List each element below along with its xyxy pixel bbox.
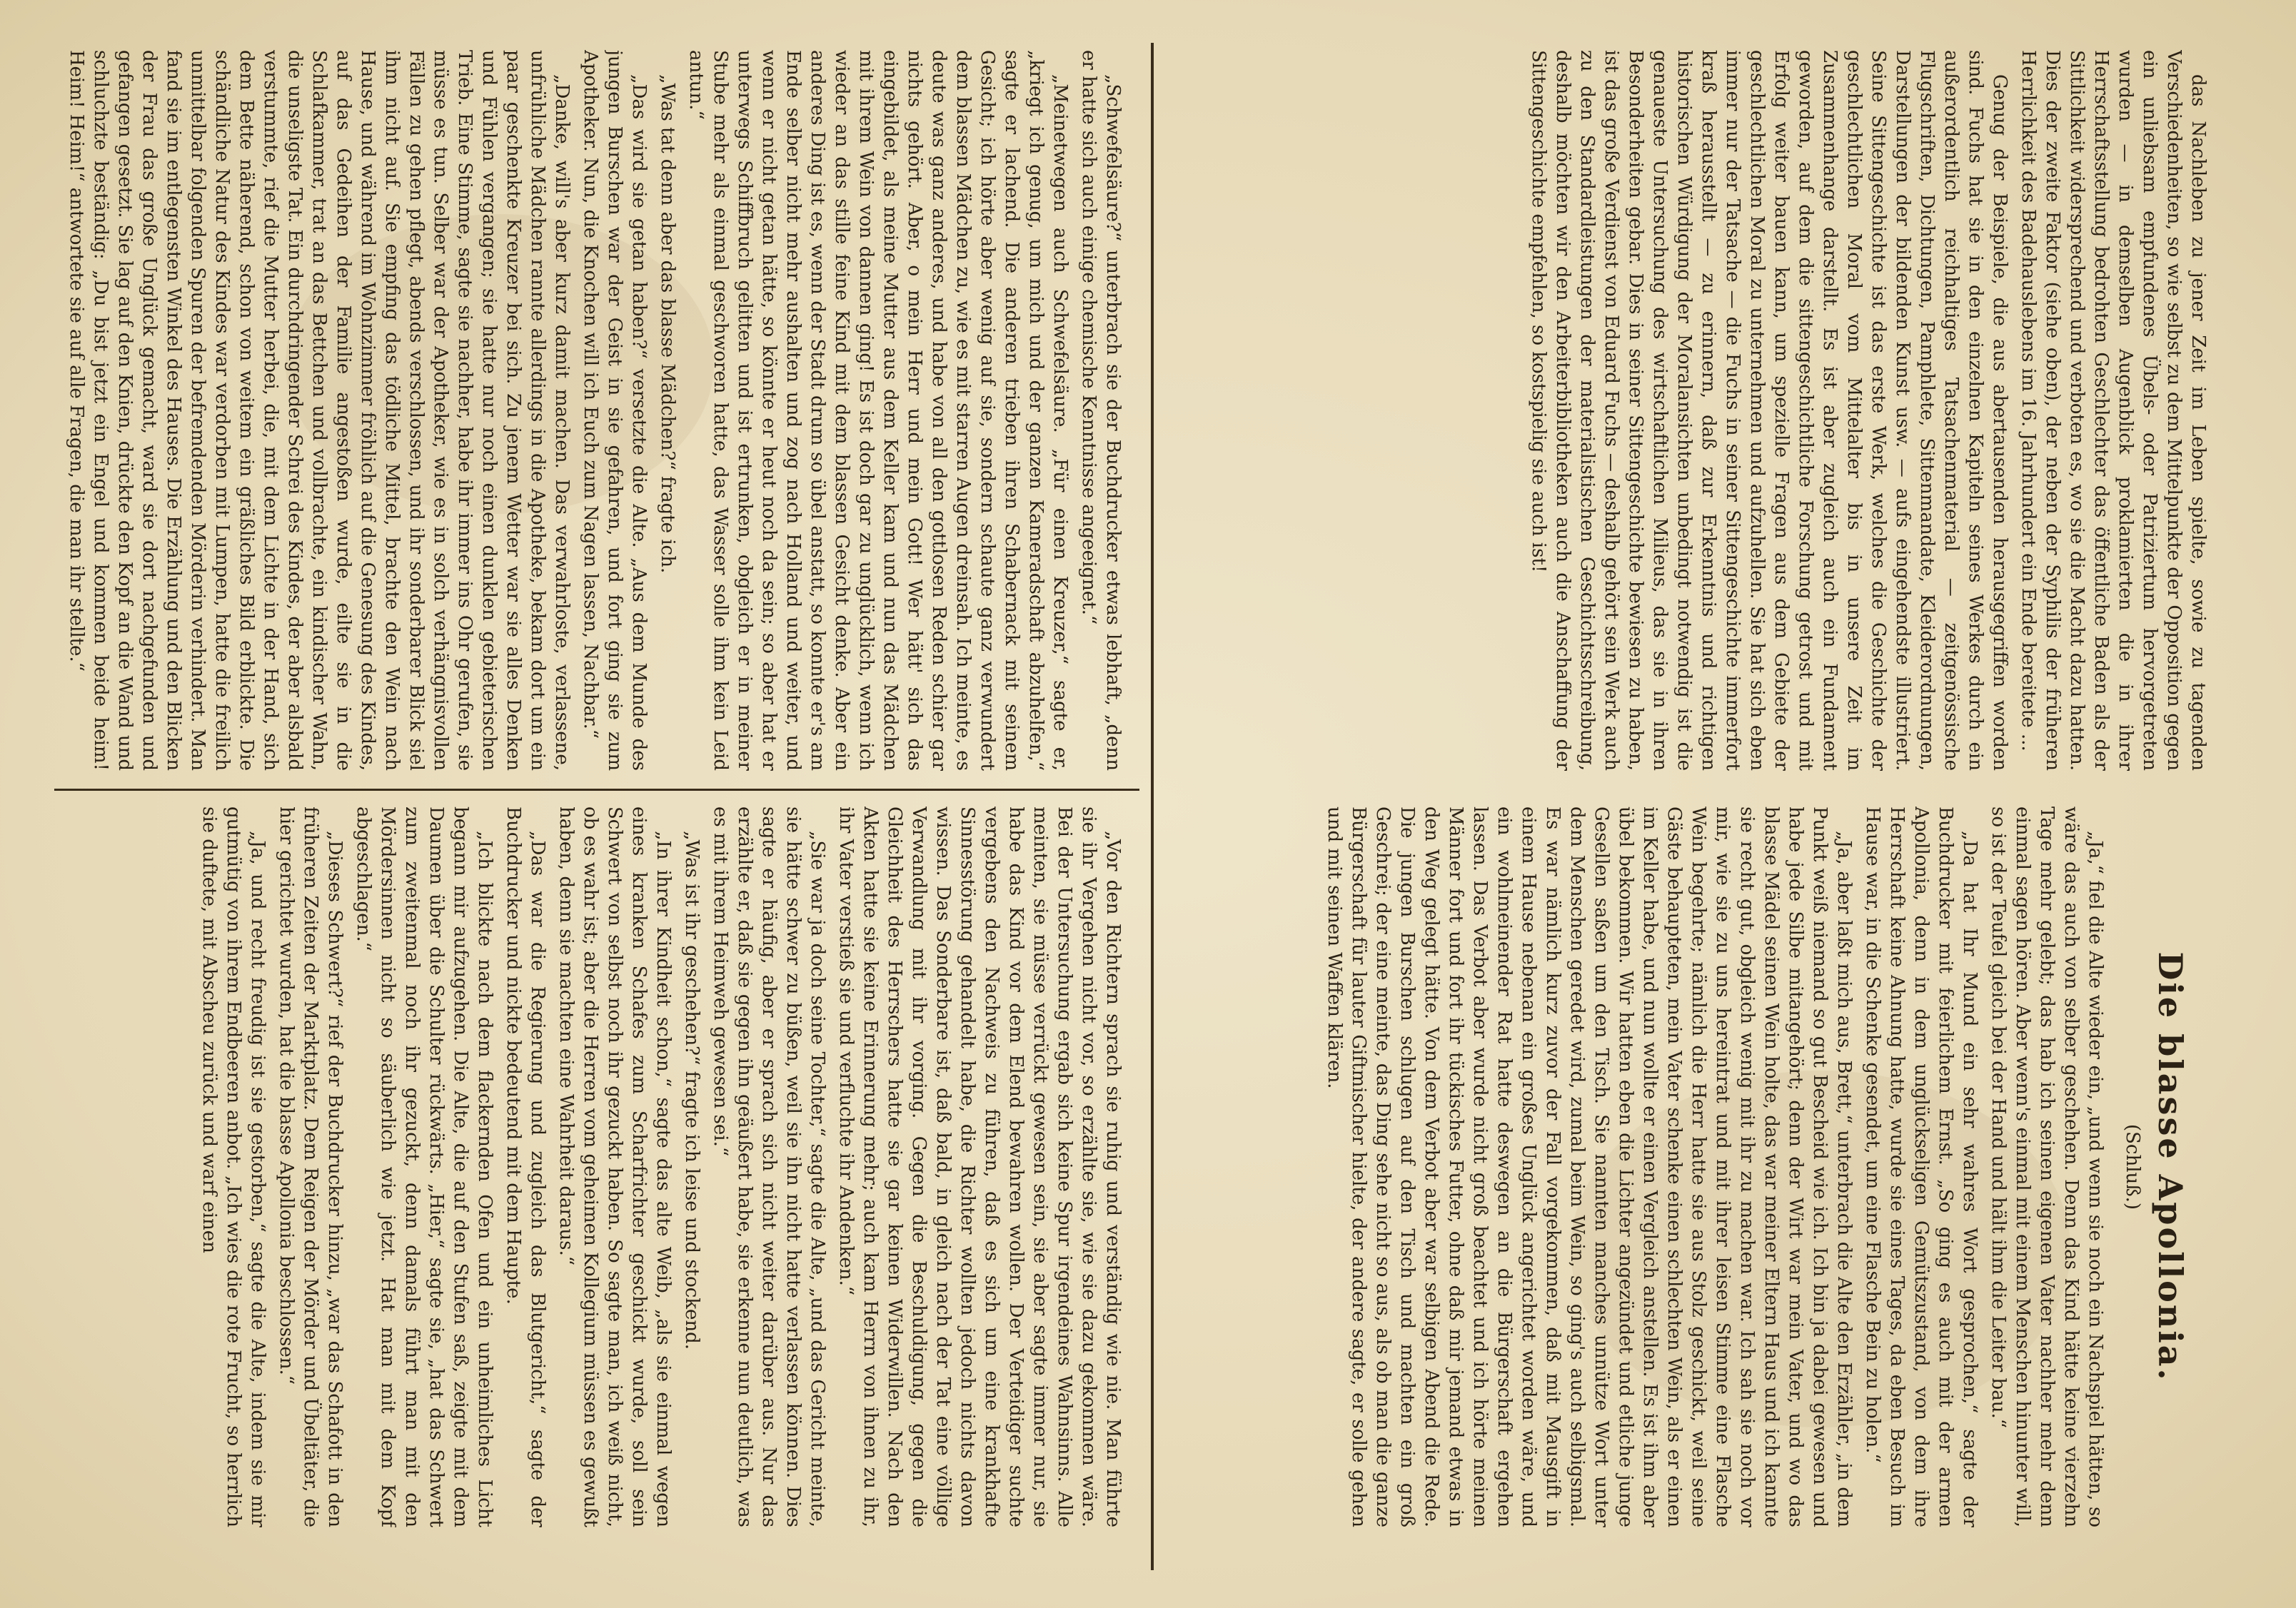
vertical-divider [54,789,1139,791]
story-paragraph: „Das wird sie getan haben?“ versetzte die Alte. „Aus dem Munde des jungen Burschen war der Geist in sie gefahren, und fort ging sie zum Apotheker. Nun, die Knochen will ich Euch zum Nagen lassen, Nachbar.“ [580,50,650,771]
story-paragraph: „Ja,“ fiel die Alte wieder ein, „und wenn sie noch ein Nachspiel hätten, so wäre das auch von selber geschehen. Denn das Kind hätte keine vierzehn Tage mehr gelebt; das hab ich seinen eigenen Vater nachher mehr denn einmal sagen hören. Aber wenn's einmal mit einem Menschen hinunter will, so ist der Teufel gleich bei der Hand und hält ihm die Leiter bau.“ [1988,806,2106,1527]
story-paragraph: „Was ist ihr geschehen?“ fragte ich leise und stockend. [681,831,703,1350]
article-title: Die blasse Apollonia. [2151,951,2190,1382]
story-column-end [54,806,1125,1527]
story-paragraph: „Meinetwegen auch Schwefelsäure. „Für einen Kreuzer,“ sagte er, „kriegt ich genug, um mich und der ganzen Kameradschaft abzuhelfen,“ sagte er lachend. Die anderen trieben ihren Schabernack mit seinem Gesicht; ich hörte aber wenig auf sie, sondern schaute ganz verwundert dem blassen Mädchen zu, wie es mit starren Augen dreinsah. Ich meinte, es deute was ganz anderes, und habe von all den gottlosen Reden schier gar nichts gehört. Aber, o mein Herr und mein Gott! Wer hätt' sich das eingebildet, als meine Mutter aus dem Keller kam und nun das Mädchen mit ihrem Wein von dannen ging! Es ist doch gar zu unglücklich, wenn ich wieder an das stille feine Kind mit dem blassen Gesicht denke. Aber ein anderes Ding ist es, wenn der Stadt drum so übel anstatt, so konnte er's am Ende selber nicht mehr aushalten und zog nach Holland und weiter, und wenn er nicht getan hätte, so könnte er heut noch da sein; so aber hat er unterwegs Schiffbruch gelitten und ist ertrunken, obgleich er in meiner Stube mehr als einmal geschworen hatte, das Wasser solle ihm kein Leid antun.“ [685,50,1071,771]
essay-paragraph: das Nachleben zu jener Zeit im Leben spielte, sowie zu tagenden Verschiedenheiten, so wie selbst zu dem Mittelpunkte der Opposition gegen ein unliebsam empfundenes Übels- oder Patriziertum hervorgetreten wurden — in demselben Augenblick proklamierten die in ihrer Herrschaftsstellung bedrohten Geschlechter das öffentliche Baden als der Sittlichkeit widersprechend und verboten es, wo sie die Macht dazu hatten. Dies der zweite Faktor (siehe oben), der neben der Syphilis der früheren Herrlichkeit des Badehauslebens im 16. Jahrhundert ein Ende bereitete ... [2018,50,2209,771]
story-paragraph: „Was tat denn aber das blasse Mädchen?“ fragte ich. [657,74,678,574]
story-paragraph: „Sie war ja doch seine Tochter,“ sagte die Alte, „und das Gericht meinte, sie hätte schwer zu büßen, weil sie ihn nicht hatte verlassen können. Dies sagte er häufig, aber er sprach sich nicht weiter darüber aus. Nur das erzählte er, daß sie gegen ihn geäußert habe, sie erkenne nun deutlich, was es mit ihrem Heimweh gewesen sei.“ [710,806,828,1527]
story-paragraph: „Schwefelsäure?“ unterbrach sie der Buchdrucker etwas lebhaft, „denn er hatte sich auch einige chemische Kenntnisse angeeignet.“ [1078,50,1124,771]
story-paragraph: „Ja, aber laßt mich aus, Brett,“ unterbrach die Alte den Erzähler, „in dem Punkt weiß niemand so gut Bescheid wie ich. Ich bin ja dabei gewesen und habe jede Silbe mitangehört; denn der Wirt war mein Vater, und wo das blasse Mädel seinen Wein holte, das war meiner Eltern Haus und ich kannte sie recht gut, obgleich wenig mit ihr zu machen war. Ich sah sie noch vor mir, wie sie zu uns hereintrat und mit ihrer leisen Stimme eine Flasche Wein begehrte; nämlich die Herr hatte sie aus Stolz geschickt, weil seine Gäste behaupteten, mein Vater schenke einen schlechten Wein, als er einen im Keller habe, und nun wollte er einen Vergleich anstellen. Es ist ihm aber übel bekommen. Wir hatten eben die Lichter angezündet und etliche junge Gesellen saßen um den Tisch. Sie nannten manches unnütze Wort unter dem Menschen geredet wird, zumal beim Wein, so ging's auch selbigsmal. Es war nämlich kurz zuvor der Fall vorgekommen, daß mit Mausgift in einem Hause nebenan ein großes Unglück angerichtet worden wäre, und ein wohlmeinender Rat hatte deswegen an die Bürgerschaft ergehen lassen. Das Verbot aber wurde nicht groß beachtet und ich hörte meinen Männer fort und fort ihr tückisches Futter, ohne daß mir jemand etwas in den Weg gelegt hätte. Von dem Verbot aber war selbigen Abend die Rede. Die jungen Burschen schlugen auf den Tisch und machten ein groß Geschrei; der eine meinte, das Ding sehe nicht so aus, als ob man die ganze Bürgerschaft für lauter Giftmischer hielte, der andere sagte, er solle gehen und mit seinen Waffen klären. [1324,806,1855,1527]
essay-column [1175,50,2210,771]
story-paragraph: „Danke, will's aber kurz damit machen. Das verwahrloste, verlassene, unfrühliche Mädchen rannte allerdings in die Apotheke, bekam dort um ein paar geschenkte Kreuzer bei sich. Zu jenem Wetter war sie alles Denken und Fühlen vergangen; sie hatte nur noch einen dunklen gebieterischen Trieb. Eine Stimme, sagte sie nachher, habe ihr immer ins Ohr gerufen, sie müsse es tun. Selber war der Apotheker, wie es in solch verhängnisvollen Fällen zu gehen pflegt, abends verschlossen, und ihr sonderbarer Blick siel ihm nicht auf. Sie empfing das tödliche Mittel, brachte den Wein nach Hause, und während im Wohnzimmer fröhlich auf die Genesung des Kindes, auf das Gedeihen der Familie angestoßen wurde, eilte sie in die Schlafkammer, trat an das Bettchen und vollbrachte, ein kindischer Wahn, die unseligste Tat. Ein durchdringender Schrei des Kindes, der aber alsbald verstummte, rief die Mutter herbei, die, mit dem Lichte in der Hand, sich dem Bette näherend, schon von weitem ein gräßliches Bild erblickte. Die schändliche Natur des Kindes war verdorben mit Lumpen, hatte die freilich unmittelbar folgenden Spuren der befremdenden Mörderin verhindert. Man fand sie im entlegensten Winkel des Hauses. Die Erzählung und den Blicken der Frau das große Unglück gemacht, ward sie dort nachgefunden und gefangen gesetzt. Sie lag auf den Knien, drückte den Kopf an die Wand und schluchzte beständig: „Du bist jetzt ein Engel und kommen beide heim! Heim! Heim!“ antwortete sie auf alle Fragen, die man ihr stellte.“ [66,50,573,771]
story-paragraph: „Vor den Richtern sprach sie ruhig und verständig wie nie. Man führte sie ihr Vergehen nicht vor, so erzählte sie, wie sie dazu gekommen wäre. Bei der Untersuchung ergab sich keine Spur irgendeines Wahnsinns. Alle meinten, sie müsse verrückt gewesen sein, sie aber sagte immer nur, sie habe das Kind vor dem Elend bewahren wollen. Der Verteidiger suchte vergebens den Nachweis zu führen, daß es sich um eine krankhafte Sinnesstörung gehandelt habe, die Richter wollten jedoch nichts davon wissen. Das Sonderbare ist, daß bald, in gleich nach der Tat eine völlige Verwandlung mit ihr vorging. Gegen die Beschuldigung, gegen die Gleichheit des Herrschers hatte sie gar keinen Widerwillen. Nach den Akten hatte sie keine Erinnerung mehr; auch kam Herrn von ihnen zu ihr, ihr Vater verstieß sie und verfluchte ihr Andenken.“ [835,806,1124,1527]
horizontal-divider [1151,43,1154,1570]
article-subtitle: (Schluß.) [2122,1123,2143,1210]
story-column-start [1175,806,2210,1527]
essay-paragraph: Genug der Beispiele, die aus abertausenden herausgegriffen worden sind. Fuchs hat sie in den einzelnen Kapiteln seines Werkes durch ein außerordentlich reichhaltiges Tatsachenmaterial — zeitgenössische Flugschriften, Dichtungen, Pamphlete, Sittenmandate, Kleiderordnungen, Darstellungen der bildenden Kunst usw. — aufs eingehendste illustriert. Seine Sittengeschichte ist das erste Werk, welches die Geschichte der geschlechtlichen Moral vom Mittelalter bis in unsere Zeit im Zusammenhange darstellt. Es ist aber zugleich auch ein Fundament geworden, auf dem die sittengeschichtliche Forschung getrost und mit Erfolg weiter bauen kann, um spezielle Fragen aus dem Gebiete der geschlechtlichen Moral zu unternehmen und aufzuhellen. Sie hat sich eben immer nur der Tatsache — die Fuchs in seiner Sittengeschichte immerfort kraß herausstellt — zu erinnern, daß zur Erkenntnis und richtigen historischen Würdigung der Moralansichten unbedingt notwendig ist die genaueste Untersuchung des wirtschaftlichen Milieus, das sie in ihren Besonderheiten gebar. Dies in seiner Sittengeschichte bewiesen zu haben, ist das große Verdienst von Eduard Fuchs — deshalb gehört sein Werk auch zu den Standardleistungen der materialistischen Geschichtsschreibung, deshalb möchten wir den Arbeiterbibliotheken auch die Anschaffung der Sittengeschichte empfehlen, so kostspielig sie auch ist! [1528,50,2010,771]
story-column-middle [54,50,1125,771]
story-paragraph: „Ich blickte nach dem flackernden Ofen und ein unheimliches Licht begann mir aufzugehen. Die Alte, die auf den Stufen saß, zeigte mit dem Daumen über die Schulter rückwärts. „Hier,“ sagte sie, „hat das Schwert zum zweitenmal noch ihr gezuckt, denn damals führt man mit den Mördersinnen nicht so säuberlich wie jetzt. Hat man mit dem Kopf abgeschlagen.“ [353,806,495,1527]
story-paragraph: „Da hat Ihr Mund ein sehr wahres Wort gesprochen,“ sagte der Buchdrucker mit feierlichem Ernst. „So ging es auch mit der armen Apollonia, denn in dem unglückseligen Gemütszustand, von dem ihre Herrschaft keine Ahnung hatte, wurde sie eines Tages, da eben Besuch im Hause war, in die Schenke gesendet, um eine Flasche Bein zu holen.“ [1862,806,1980,1527]
story-paragraph: „In ihrer Kindheit schon,“ sagte das alte Weib, „als sie einmal wegen eines kranken Schafes zum Scharfrichter geschickt wurde, soll sein Schwert von selbst noch ihr gezuckt haben. So sagte man, ich weiß nicht, ob es wahr ist; aber die Herren vom geheimen Kollegium müssen es gewußt haben, denn sie machten eine Wahrheit daraus.“ [555,806,674,1527]
story-paragraph: „Dieses Schwert?“ rief der Buchdrucker hinzu, „war das Schafott in den früheren Zeiten der Marktplatz. Dem Reigen der Mörder und Übeltäter, die hier gerichtet wurden, hat die blasse Apollonia beschlossen.“ [276,806,346,1527]
story-paragraph: „Das war die Regierung und zugleich das Blutgericht,“ sagte der Buchdrucker und nickte bedeutend mit dem Haupte. [503,806,548,1527]
story-paragraph: „Ja, und recht freudig ist sie gestorben,“ sagte die Alte, indem sie mir gutmütig von ihrem Endbeeren anbot. „Ich wies die rote Frucht, so herrlich sie duftete, mit Abscheu zurück und warf einen [198,806,268,1527]
